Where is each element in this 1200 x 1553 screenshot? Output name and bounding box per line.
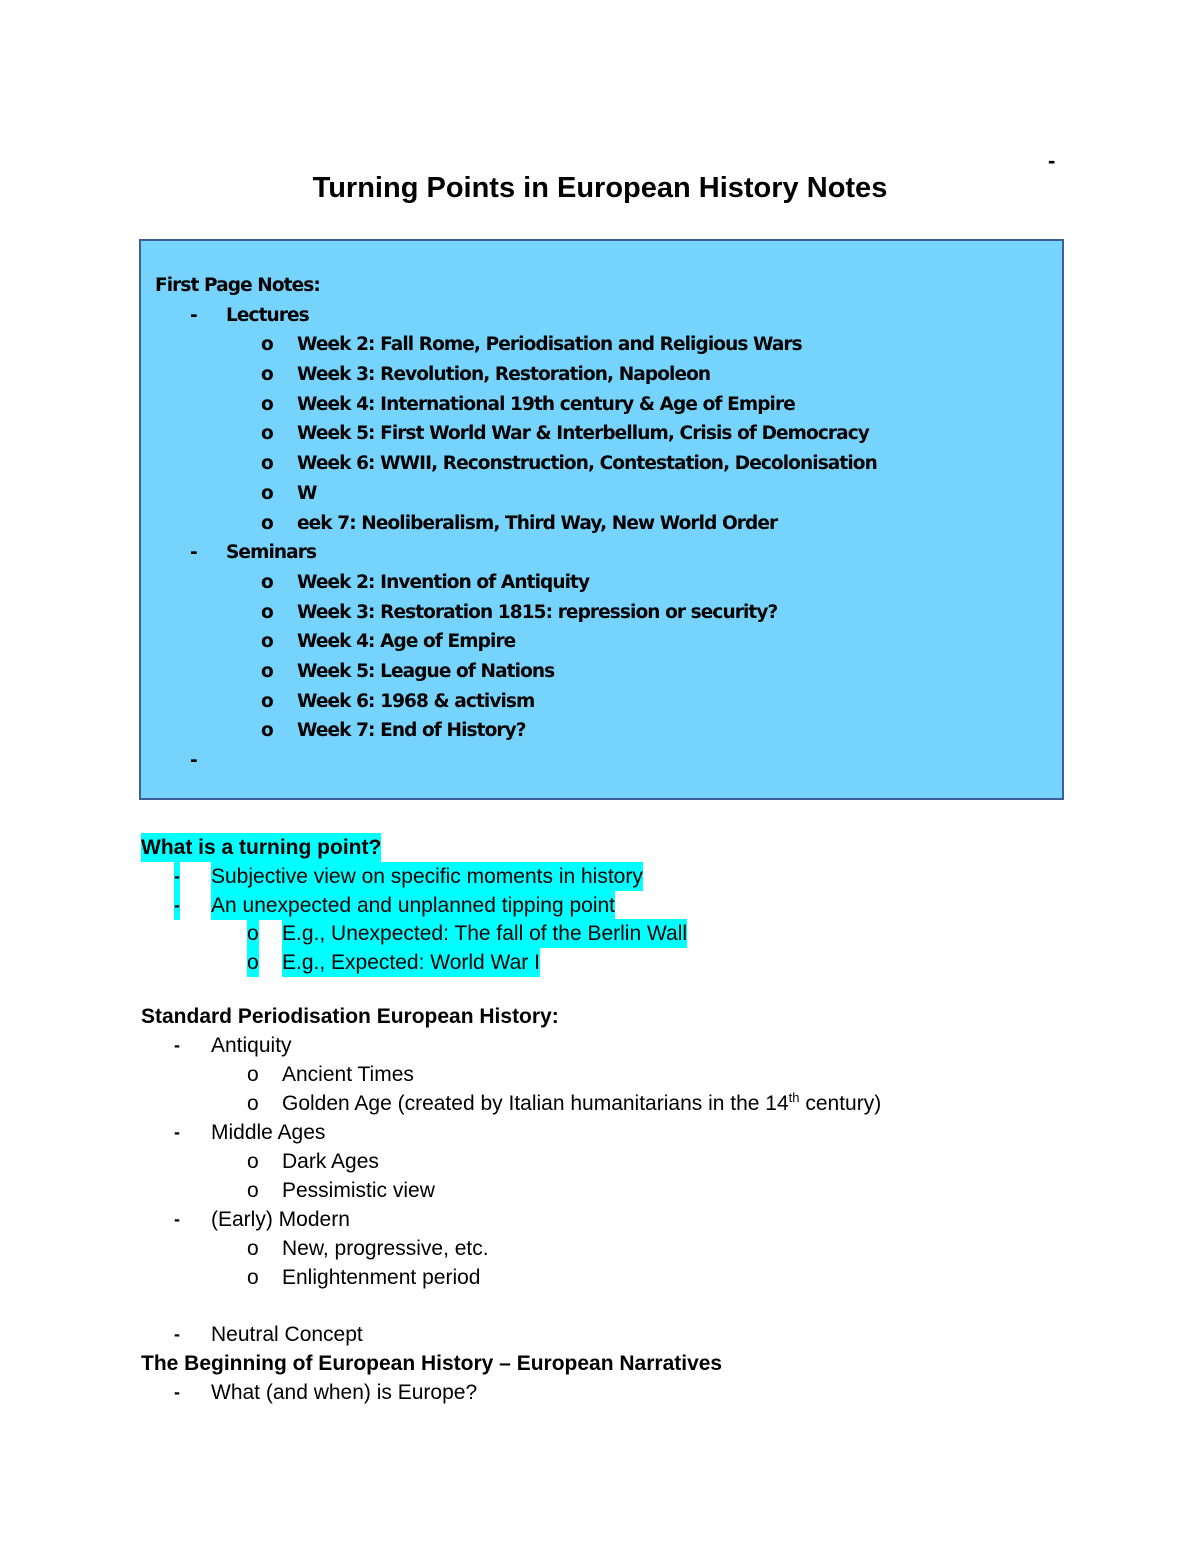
period-subitem: New, progressive, etc. [282,1237,489,1260]
o-bullet: o [247,1266,259,1289]
seminar-item: Week 4: Age of Empire [297,631,516,653]
dash-bullet: - [190,304,197,326]
seminars-label: Seminars [226,542,317,564]
turning-point-subitem: E.g., Unexpected: The fall of the Berlin Wall [282,919,687,948]
dash-bullet: - [174,891,180,920]
o-bullet: o [261,364,273,386]
notes-heading: First Page Notes: [155,275,320,296]
o-bullet: o [261,423,273,445]
period-subitem: Pessimistic view [282,1179,435,1202]
turning-point-item: An unexpected and unplanned tipping point [211,891,615,920]
turning-point-subitem: E.g., Expected: World War I [282,948,540,977]
o-bullet: o [247,919,259,948]
o-bullet: o [261,482,273,504]
period-subitem: Ancient Times [282,1063,414,1086]
o-bullet: o [261,453,273,475]
o-bullet: o [247,1092,259,1115]
turning-point-item: Subjective view on specific moments in history [211,862,643,891]
seminar-item: Week 3: Restoration 1815: repression or security? [297,601,778,623]
corner-mark: - [1048,148,1056,173]
first-page-notes-box [139,239,1064,800]
o-bullet: o [261,660,273,682]
beginning-heading: The Beginning of European History – European Narratives [141,1352,723,1375]
o-bullet: o [247,1179,259,1202]
o-bullet: o [261,512,273,534]
o-bullet: o [261,334,273,356]
lecture-item: Week 3: Revolution, Restoration, Napoleon [297,364,711,386]
dash-bullet: - [174,1382,180,1402]
dash-bullet: - [190,750,197,771]
o-bullet: o [261,393,273,415]
o-bullet: o [247,1150,259,1173]
o-bullet: o [261,601,273,623]
dash-bullet: - [174,1209,180,1229]
period-neutral: Neutral Concept [211,1323,363,1346]
document-title: Turning Points in European History Notes [312,172,888,204]
o-bullet: o [261,690,273,712]
seminar-item: Week 7: End of History? [297,720,526,742]
period-subitem-golden-age [282,1089,881,1118]
seminar-item: Week 6: 1968 & activism [297,690,535,712]
period-antiquity: Antiquity [211,1034,292,1057]
o-bullet: o [247,1063,259,1086]
o-bullet: o [247,948,259,977]
periodisation-heading: Standard Periodisation European History: [141,1005,559,1028]
golden-age-text: Golden Age (created by Italian humanitarians in the 14 [282,1092,789,1115]
o-bullet: o [261,720,273,742]
lecture-item: Week 4: International 19th century & Age of Empire [297,393,795,415]
lecture-item: Week 2: Fall Rome, Periodisation and Religious Wars [297,334,802,356]
period-modern: (Early) Modern [211,1208,350,1231]
dash-bullet: - [174,862,180,891]
lecture-item: W [297,482,317,504]
dash-bullet: - [174,1122,180,1142]
dash-bullet: - [174,1324,180,1344]
ordinal-suffix: th [788,1090,800,1105]
golden-age-text-end: century) [799,1092,882,1115]
period-subitem: Enlightenment period [282,1266,481,1289]
dash-bullet: - [174,1035,180,1055]
lecture-item: eek 7: Neoliberalism, Third Way, New World Order [297,512,778,534]
lecture-item: Week 5: First World War & Interbellum, Crisis of Democracy [297,423,869,445]
turning-point-heading: What is a turning point? [141,833,381,862]
o-bullet: o [261,631,273,653]
dash-bullet: - [190,542,197,564]
o-bullet: o [247,1237,259,1260]
lecture-item: Week 6: WWII, Reconstruction, Contestation, Decolonisation [297,453,877,475]
seminar-item: Week 5: League of Nations [297,660,555,682]
period-middle-ages: Middle Ages [211,1121,326,1144]
beginning-item: What (and when) is Europe? [211,1381,478,1404]
o-bullet: o [261,571,273,593]
period-subitem: Dark Ages [282,1150,379,1173]
lectures-label: Lectures [226,304,309,326]
seminar-item: Week 2: Invention of Antiquity [297,571,590,593]
